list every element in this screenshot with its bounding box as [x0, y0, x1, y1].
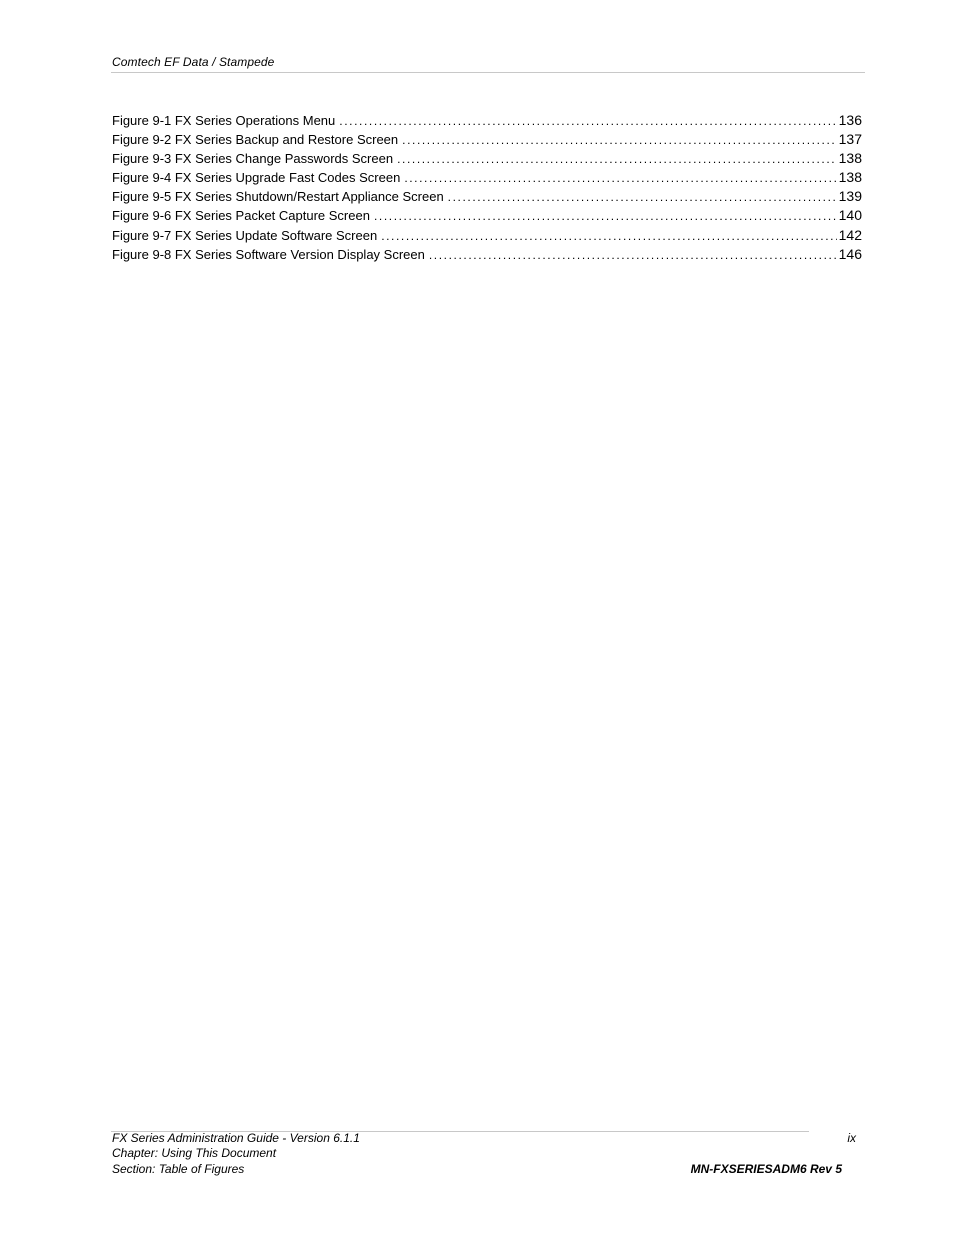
- table-of-figures: [112, 112, 862, 265]
- toc-entry-title: Figure 9-1 FX Series Operations Menu: [112, 113, 336, 128]
- toc-entry-page: 138: [838, 169, 862, 186]
- running-header: Comtech EF Data / Stampede: [112, 55, 275, 69]
- toc-entry-page: 140: [838, 207, 862, 224]
- toc-entry-title: Figure 9-3 FX Series Change Passwords Screen: [112, 151, 394, 167]
- toc-entry-title: Figure 9-8 FX Series Software Version Display Screen: [112, 246, 425, 262]
- toc-entry-page: 139: [838, 188, 862, 205]
- toc-entry[interactable]: [112, 246, 862, 265]
- toc-dot-leader: [381, 229, 836, 243]
- toc-dot-leader: [397, 152, 837, 166]
- toc-entry-title: Figure 9-7 FX Series Update Software Screen: [112, 227, 378, 243]
- toc-entry-title: Figure 9-4 FX Series Upgrade Fast Codes Screen: [112, 170, 401, 186]
- toc-entry[interactable]: [112, 188, 862, 207]
- toc-entry-title: Figure 9-5 FX Series Shutdown/Restart Appliance Screen: [112, 189, 444, 205]
- toc-entry[interactable]: [112, 169, 862, 188]
- toc-entry-page: 146: [838, 245, 862, 262]
- footer-chapter: Chapter: Using This Document: [112, 1146, 277, 1160]
- toc-dot-leader: [429, 248, 837, 262]
- toc-entry[interactable]: [112, 131, 862, 150]
- toc-entry-title: Figure 9-6 FX Series Packet Capture Screen: [112, 208, 370, 224]
- footer-document-number: MN-FXSERIESADM6 Rev 5: [690, 1162, 842, 1176]
- toc-dot-leader: [402, 133, 837, 147]
- toc-entry-page: 136: [838, 112, 862, 128]
- toc-dot-leader: [374, 209, 837, 223]
- toc-entry[interactable]: [112, 207, 862, 226]
- toc-entry-page: 138: [838, 150, 862, 167]
- toc-entry[interactable]: [112, 227, 862, 246]
- toc-entry-page: 142: [838, 226, 862, 243]
- toc-dot-leader: [448, 190, 837, 204]
- footer-section: Section: Table of Figures: [112, 1162, 245, 1176]
- toc-entry-title: Figure 9-2 FX Series Backup and Restore Screen: [112, 132, 399, 148]
- toc-entry-page: 137: [838, 131, 862, 148]
- toc-entry[interactable]: [112, 112, 862, 131]
- toc-dot-leader: [404, 171, 836, 185]
- toc-entry[interactable]: [112, 150, 862, 169]
- toc-dot-leader: [339, 114, 836, 128]
- footer-page-number: ix: [847, 1131, 856, 1145]
- header-divider: [111, 72, 865, 73]
- footer-guide-title: FX Series Administration Guide - Version 6.1.1: [112, 1131, 360, 1145]
